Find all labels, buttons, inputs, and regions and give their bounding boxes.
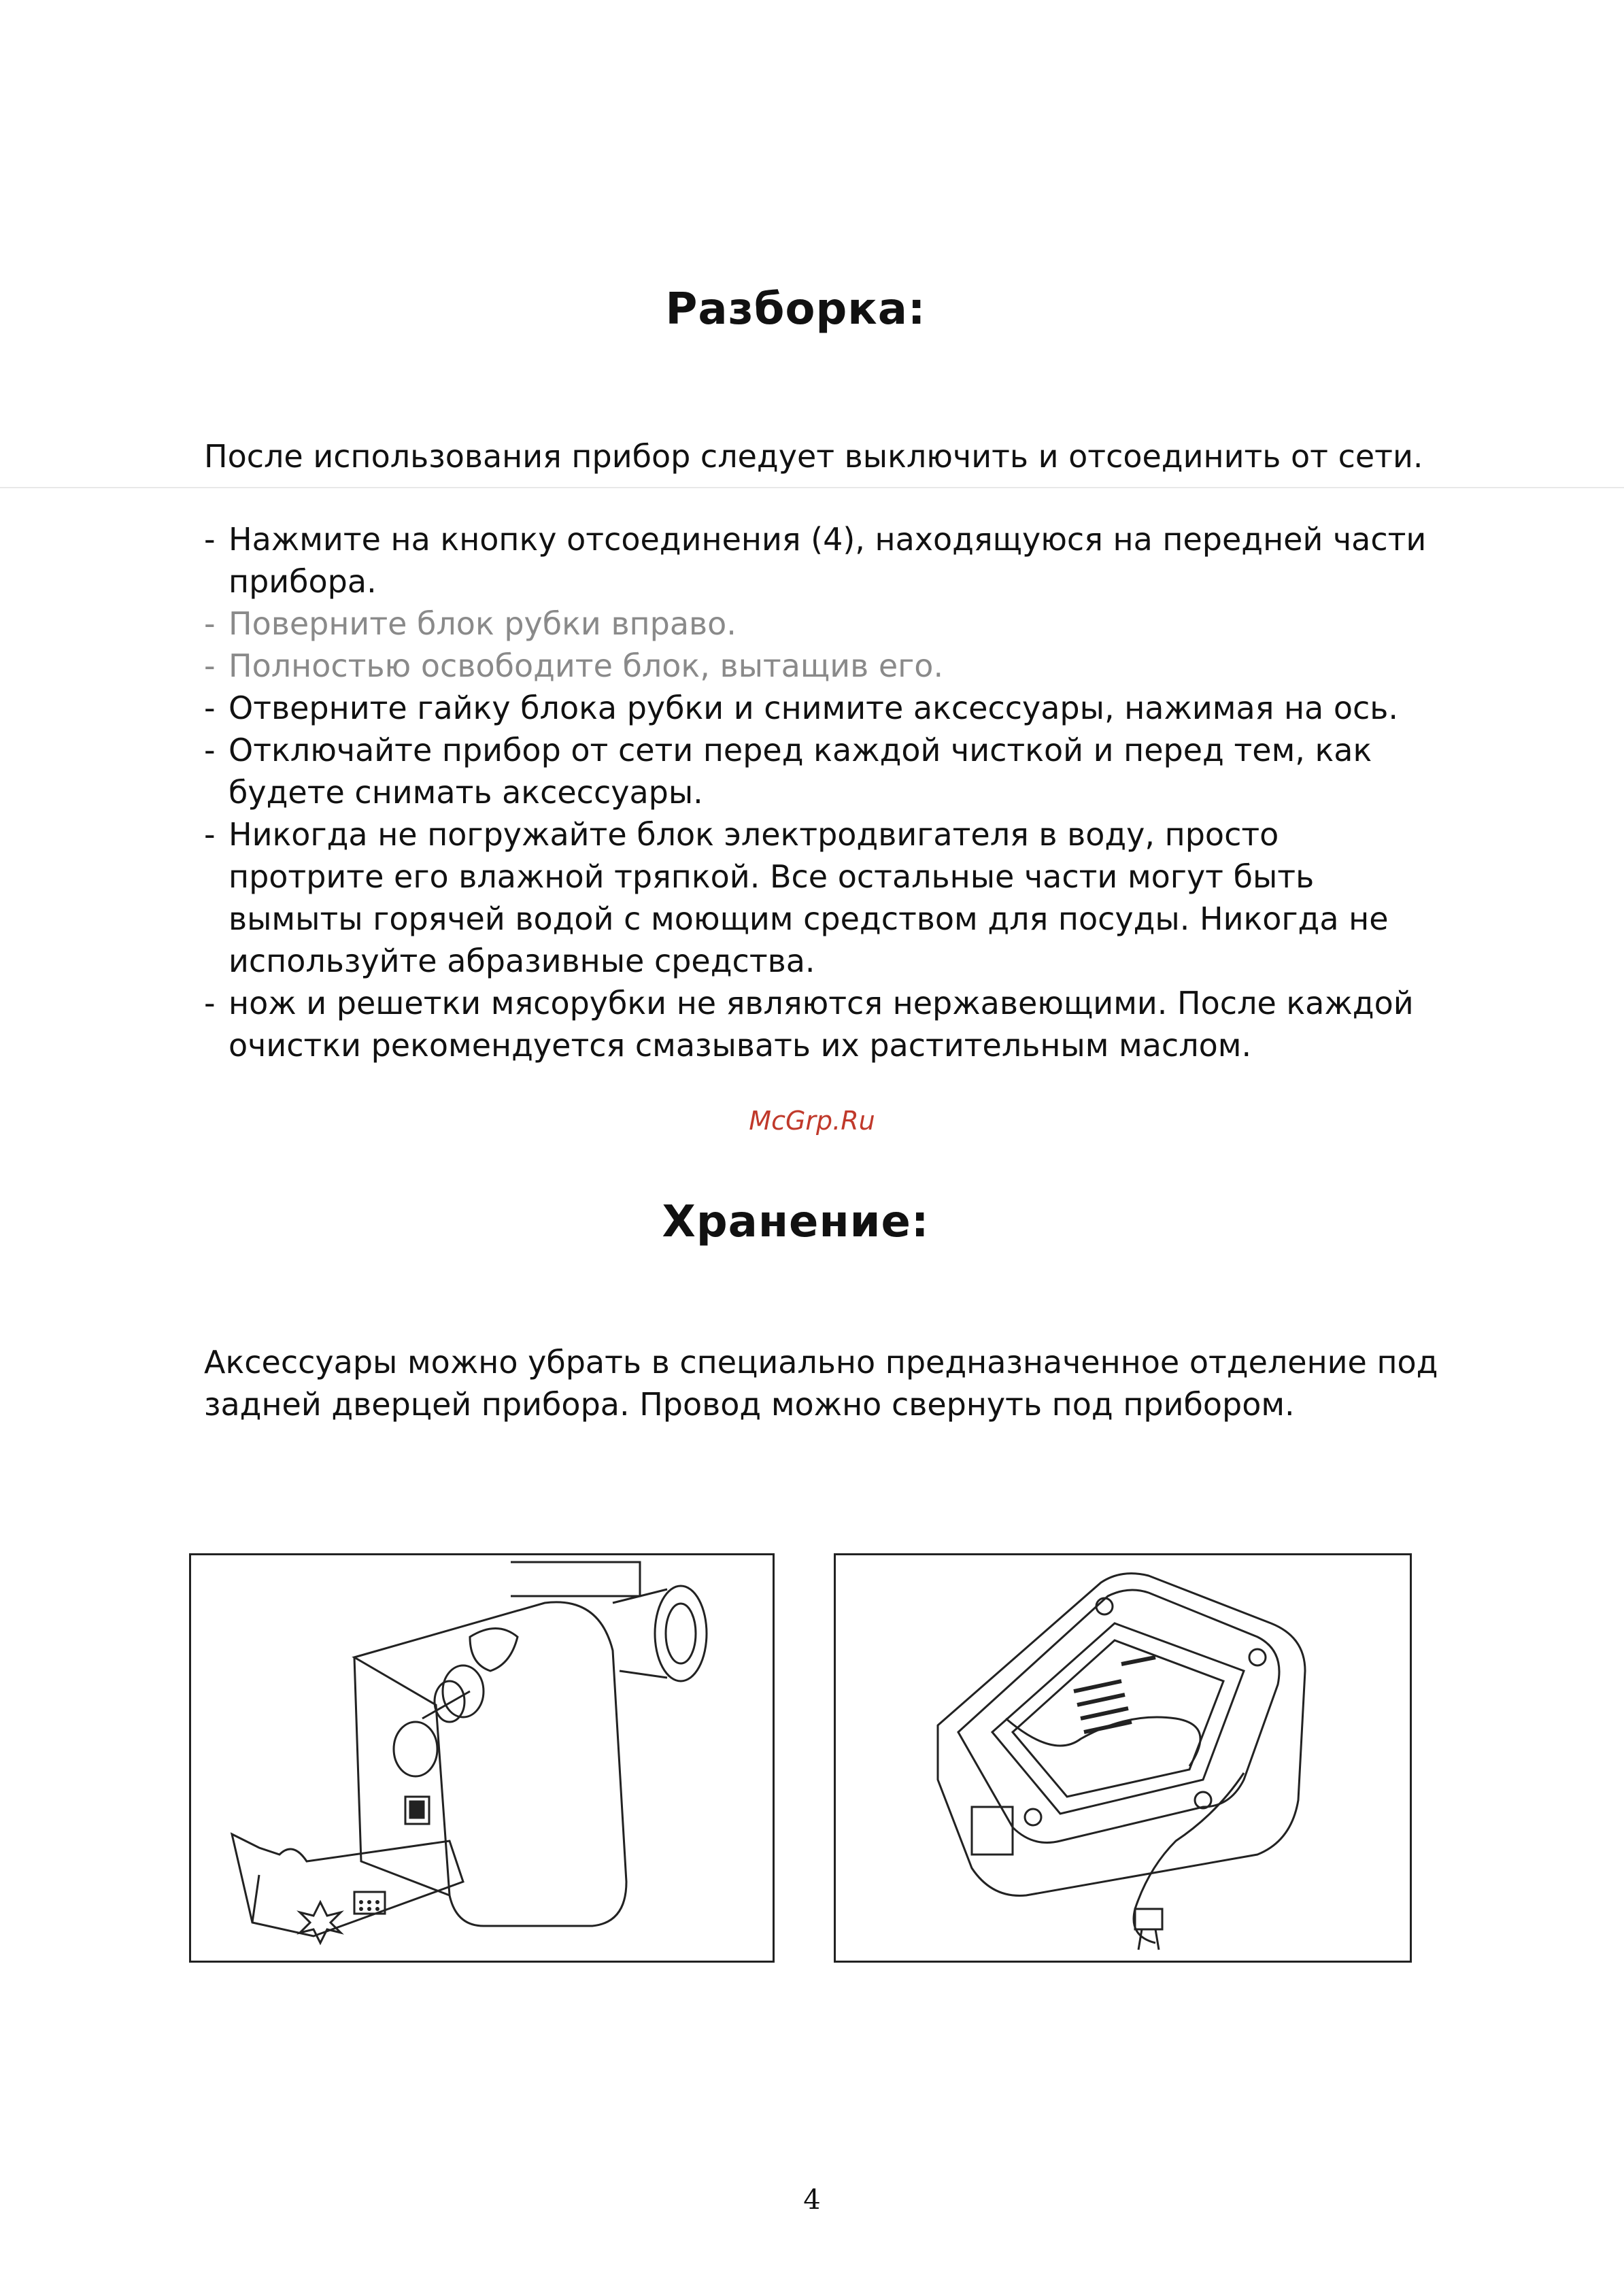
list-item: - Никогда не погружайте блок электродвигателя в воду, просто протрите его влажной тряпкой. Все остальные части могут быть вымыты горячей водой с моющим средством для посуды. Никогда не используйте абразивные средства.	[204, 813, 1442, 982]
list-item: - нож и решетки мясорубки не являются нержавеющими. После каждой очистки рекомендуется смазывать их растительным маслом.	[204, 982, 1442, 1066]
grinder-drawing	[191, 1555, 773, 1961]
storage-heading: Хранение:	[662, 1197, 930, 1247]
scan-artifact-line	[0, 487, 1624, 488]
list-item: - Поверните блок рубки вправо.	[204, 603, 1442, 645]
list-item: - Полностью освободите блок, вытащив его.	[204, 645, 1442, 687]
figure-accessory-compartment	[189, 1553, 775, 1963]
disassembly-steps	[204, 518, 1442, 1066]
list-item: - Нажмите на кнопку отсоединения (4), находящуюся на передней части прибора.	[204, 518, 1442, 603]
list-item: - Отверните гайку блока рубки и снимите аксессуары, нажимая на ось.	[204, 687, 1442, 729]
device-underside-drawing	[836, 1555, 1410, 1961]
page-number: 4	[803, 2184, 821, 2216]
storage-text: Аксессуары можно убрать в специально предназначенное отделение под задней дверцей прибора. Провод можно свернуть под прибором.	[204, 1344, 1438, 1423]
disassembly-heading: Разборка:	[665, 284, 926, 335]
disassembly-intro: После использования прибор следует выключить и отсоединить от сети.	[204, 438, 1423, 475]
watermark: McGrp.Ru	[749, 1106, 875, 1136]
figure-cord-storage	[834, 1553, 1412, 1963]
list-item: - Отключайте прибор от сети перед каждой чисткой и перед тем, как будете снимать аксессуары.	[204, 729, 1442, 813]
